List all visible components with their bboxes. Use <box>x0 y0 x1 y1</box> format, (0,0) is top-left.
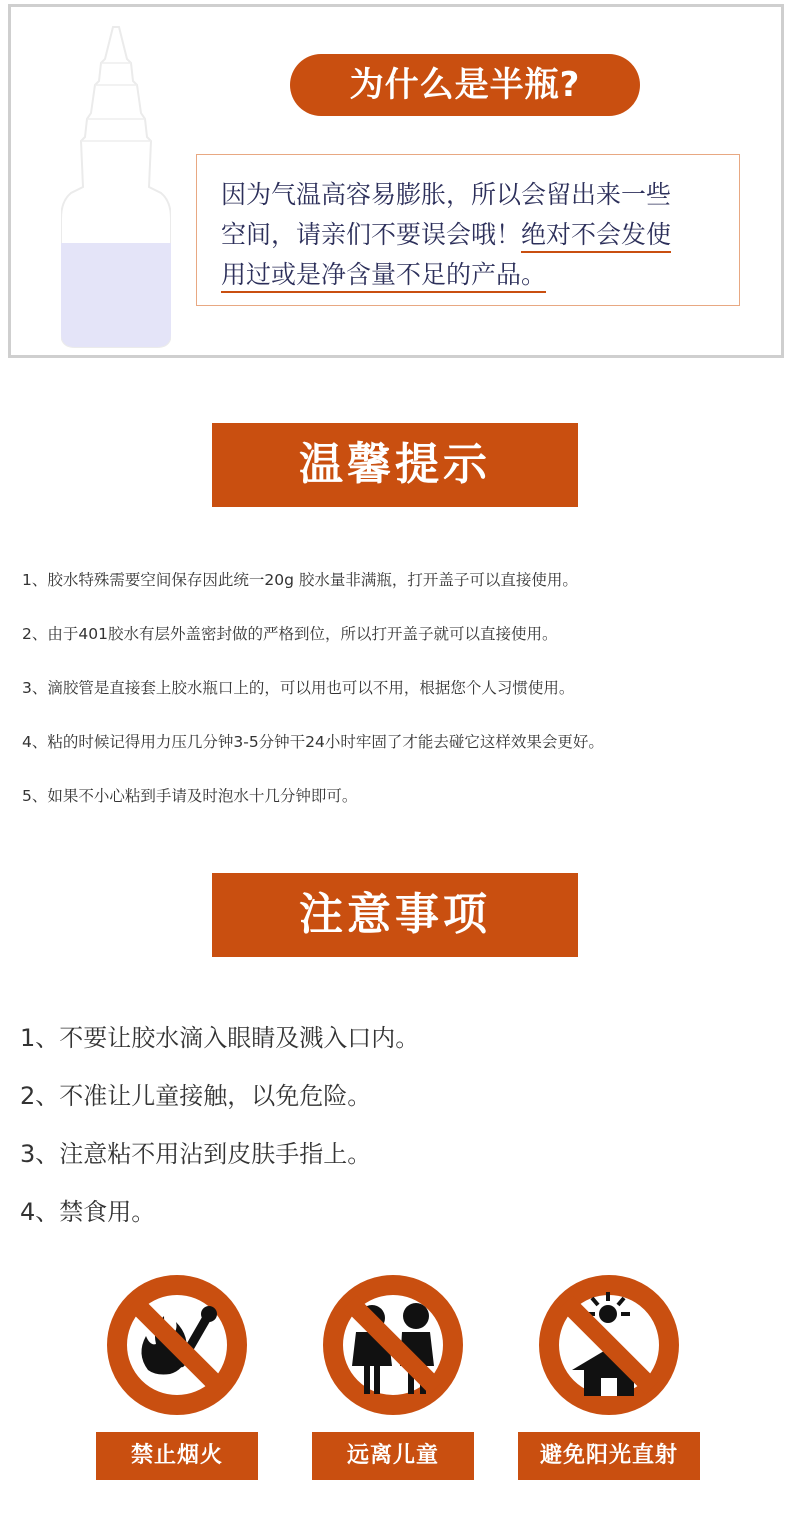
why-text-line3-underlined: 用过或是净含量不足的产品。 <box>221 260 546 293</box>
list-item: 5、如果不小心粘到手请及时泡水十几分钟即可。 <box>22 787 358 805</box>
list-item: 1、不要让胶水滴入眼睛及溅入口内。 <box>20 1024 420 1052</box>
list-item: 2、不准让儿童接触，以免危险。 <box>20 1082 372 1110</box>
warning-label-avoid-sunlight: 避免阳光直射 <box>518 1432 700 1480</box>
why-explanation-text <box>221 175 721 295</box>
no-fire-icon <box>106 1274 248 1416</box>
glue-bottle-icon <box>61 21 171 351</box>
why-text-line1: 因为气温高容易膨胀，所以会留出来一些 <box>221 180 672 209</box>
list-item: 1、胶水特殊需要空间保存因此统一20g 胶水量非满瓶，打开盖子可以直接使用。 <box>22 571 578 589</box>
notes-list <box>20 1015 780 1247</box>
why-text-line2-b: 绝对不会发使 <box>521 220 671 253</box>
warning-label-no-fire: 禁止烟火 <box>96 1432 258 1480</box>
no-sunlight-icon <box>538 1274 680 1416</box>
list-item: 4、禁食用。 <box>20 1198 156 1226</box>
notes-title-banner: 注意事项 <box>212 873 578 957</box>
why-text-line2 <box>221 215 721 255</box>
list-item: 2、由于401胶水有层外盖密封做的严格到位，所以打开盖子就可以直接使用。 <box>22 625 558 643</box>
list-item: 3、滴胶管是直接套上胶水瓶口上的，可以用也可以不用，根据您个人习惯使用。 <box>22 679 575 697</box>
tips-title-banner: 温馨提示 <box>212 423 578 507</box>
tips-list <box>22 560 782 830</box>
why-half-bottle-title: 为什么是半瓶? <box>290 54 640 116</box>
why-text-line3 <box>221 255 721 295</box>
half-bottle-section <box>8 4 784 358</box>
warning-label-keep-from-children: 远离儿童 <box>312 1432 474 1480</box>
list-item: 4、粘的时候记得用力压几分钟3-5分钟干24小时牢固了才能去碰它这样效果会更好。 <box>22 733 604 751</box>
why-explanation-box <box>196 154 740 306</box>
list-item: 3、注意粘不用沾到皮肤手指上。 <box>20 1140 372 1168</box>
no-children-icon <box>322 1274 464 1416</box>
why-text-line2-a: 空间，请亲们不要误会哦！ <box>221 220 522 249</box>
